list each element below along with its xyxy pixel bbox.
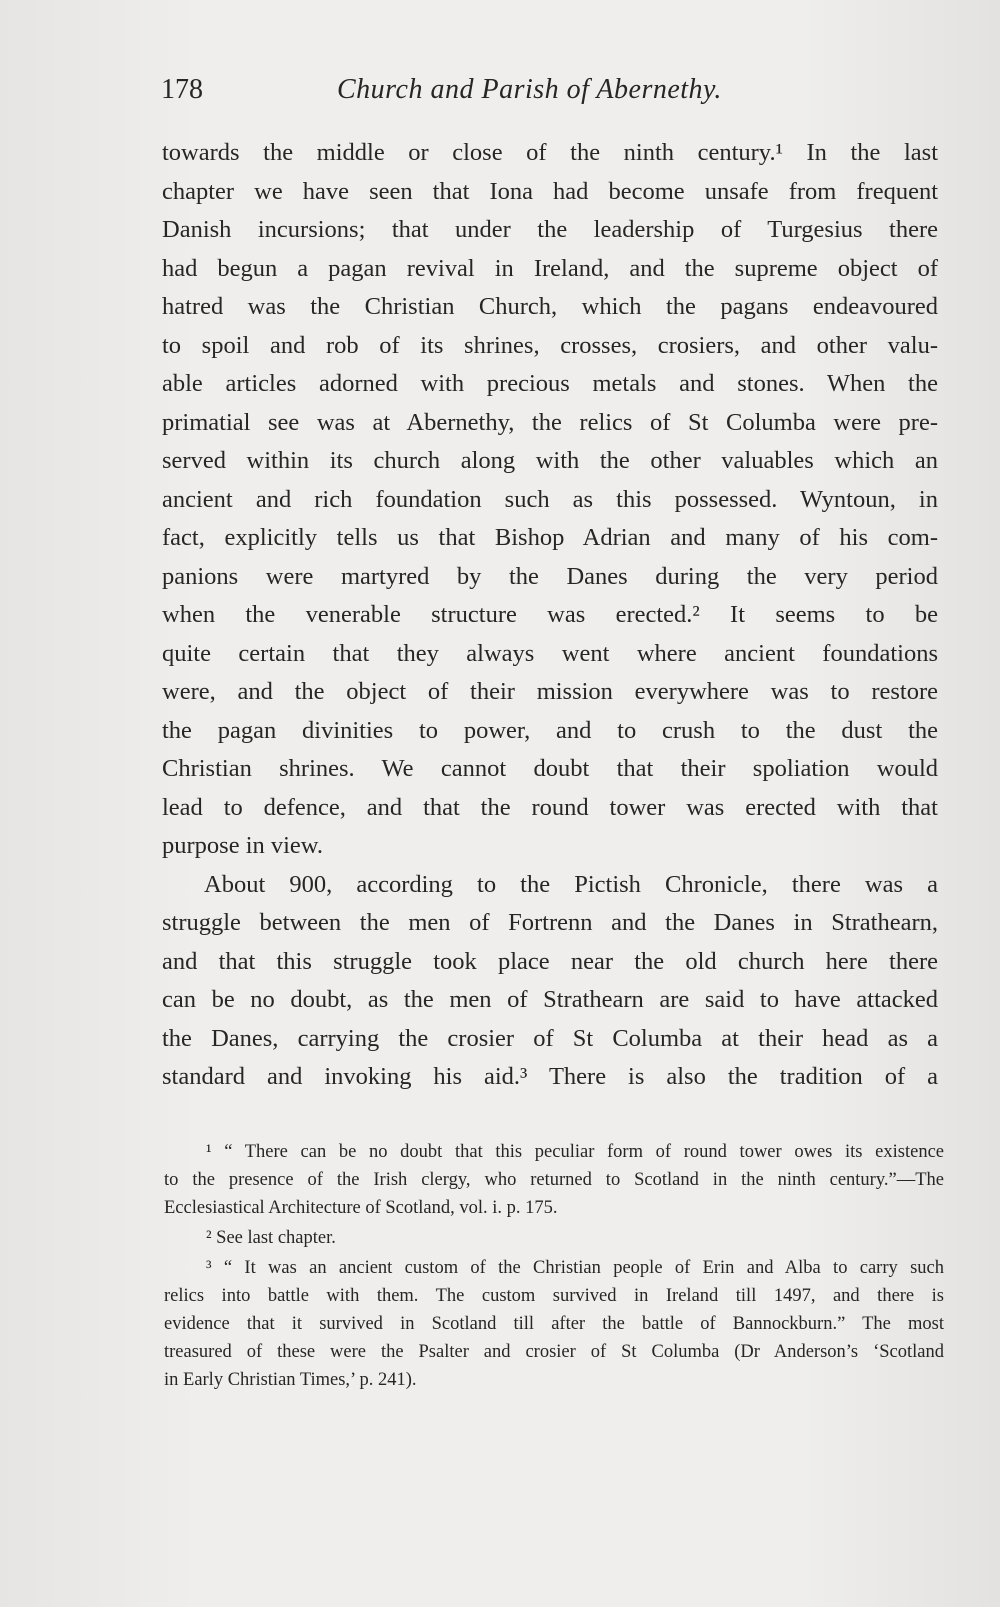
text-line: fact, explicitly tells us that Bishop Adrian and many of his com- — [162, 524, 938, 551]
footnote-3-line: in Early Christian Times,’ p. 241). — [164, 1370, 417, 1390]
footnote-1-line: to the presence of the Irish clergy, who returned to Scotland in the ninth century.”—The — [164, 1170, 944, 1190]
text-line: About 900, according to the Pictish Chronicle, there was a — [204, 870, 938, 898]
footnote-1-line: ¹ “ There can be no doubt that this peculiar form of round tower owes its existence — [206, 1142, 944, 1162]
text-line: the Danes, carrying the crosier of St Columba at their head as a — [162, 1024, 938, 1052]
running-title: Church and Parish of Abernethy. — [337, 74, 722, 105]
text-line: panions were martyred by the Danes during the very period — [162, 562, 938, 590]
text-line: served within its church along with the other valuables which an — [162, 447, 938, 474]
text-line: chapter we have seen that Iona had become unsafe from frequent — [162, 177, 938, 205]
text-line: were, and the object of their mission everywhere was to restore — [162, 678, 938, 705]
text-line: able articles adorned with precious metals and stones. When the — [162, 370, 938, 397]
body-text — [162, 134, 938, 1097]
text-line: ancient and rich foundation such as this possessed. Wyntoun, in — [162, 485, 938, 513]
text-line: towards the middle or close of the ninth century.¹ In the last — [162, 139, 938, 166]
footnote-3-line: treasured of these were the Psalter and crosier of St Columba (Dr Anderson’s ‘Scotland — [164, 1342, 944, 1362]
footnote-2-line: ² See last chapter. — [206, 1228, 336, 1248]
footnote-3-line: relics into battle with them. The custom survived in Ireland till 1497, and there is — [164, 1286, 944, 1306]
text-line: primatial see was at Abernethy, the relics of St Columba were pre- — [162, 408, 938, 436]
page-header — [161, 74, 773, 114]
text-line: Danish incursions; that under the leadership of Turgesius there — [162, 216, 938, 243]
text-line: Christian shrines. We cannot doubt that their spoliation would — [162, 755, 938, 782]
text-line: lead to defence, and that the round tower was erected with that — [162, 793, 938, 821]
text-line: had begun a pagan revival in Ireland, and the supreme object of — [162, 254, 938, 282]
text-line: hatred was the Christian Church, which the pagans endeavoured — [162, 293, 938, 320]
footnote-3-line: ³ “ It was an ancient custom of the Christian people of Erin and Alba to carry such — [206, 1258, 944, 1278]
text-line: and that this struggle took place near the old church here there — [162, 947, 938, 975]
footnote-3-line: evidence that it survived in Scotland till after the battle of Bannockburn.” The most — [164, 1314, 944, 1334]
footnote-1-line: Ecclesiastical Architecture of Scotland, vol. i. p. 175. — [164, 1198, 558, 1218]
page-number: 178 — [161, 74, 203, 105]
text-line: struggle between the men of Fortrenn and the Danes in Strathearn, — [162, 909, 938, 936]
footnotes — [164, 1138, 944, 1394]
text-line: purpose in view. — [162, 832, 324, 859]
text-line: quite certain that they always went where ancient foundations — [162, 639, 938, 667]
text-line: the pagan divinities to power, and to crush to the dust the — [162, 716, 938, 744]
text-line: when the venerable structure was erected.² It seems to be — [162, 601, 938, 628]
text-line: can be no doubt, as the men of Strathearn are said to have attacked — [162, 986, 938, 1013]
text-line: to spoil and rob of its shrines, crosses, crosiers, and other valu- — [162, 331, 938, 359]
text-line: standard and invoking his aid.³ There is also the tradition of a — [162, 1063, 938, 1090]
